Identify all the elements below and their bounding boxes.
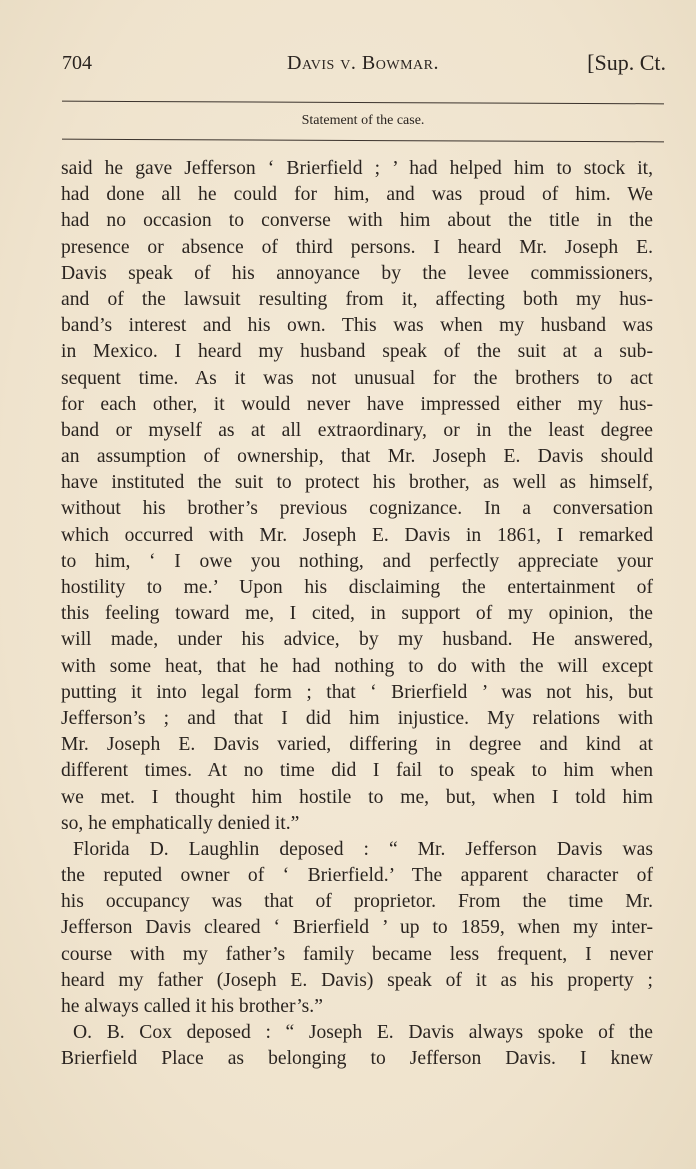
- text-line: heard my father (Joseph E. Davis) speak of it as his property ;: [61, 969, 653, 991]
- text-line: for each other, it would never have impressed either my hus-: [61, 393, 653, 415]
- text-line: course with my father’s family became less frequent, I never: [61, 943, 653, 965]
- text-line: an assumption of ownership, that Mr. Joseph E. Davis should: [61, 446, 653, 468]
- text-line: Florida D. Laughlin deposed : “ Mr. Jefferson Davis was: [73, 838, 653, 860]
- text-line: Davis speak of his annoyance by the levee commissioners,: [61, 262, 653, 284]
- text-line: we met. I thought him hostile to me, but, when I told him: [61, 786, 653, 808]
- text-line: his occupancy was that of proprietor. From the time Mr.: [61, 891, 653, 913]
- text-line: O. B. Cox deposed : “ Joseph E. Davis always spoke of the: [73, 1022, 653, 1044]
- text-line: this feeling toward me, I cited, in support of my opinion, the: [61, 603, 653, 625]
- text-line: so, he emphatically denied it.”: [61, 812, 300, 834]
- subheading-rule: [62, 139, 664, 143]
- text-line: Jefferson’s ; and that I did him injustice. My relations with: [61, 707, 653, 729]
- text-line: sequent time. As it was not unusual for the brothers to act: [61, 367, 653, 389]
- text-line: had no occasion to converse with him about the title in the: [61, 210, 653, 232]
- section-subheading: Statement of the case.: [301, 113, 425, 128]
- text-line: with some heat, that he had nothing to do with the will except: [61, 655, 653, 677]
- text-line: hostility to me.’ Upon his disclaiming the entertainment of: [61, 577, 653, 598]
- header-rule: [62, 101, 664, 105]
- text-line: he always called it his brother’s.”: [61, 996, 323, 1017]
- text-line: said he gave Jefferson ‘ Brierfield ; ’ had helped him to stock it,: [61, 158, 653, 179]
- text-line: to him, ‘ I owe you nothing, and perfectly appreciate your: [61, 550, 653, 572]
- text-line: presence or absence of third persons. I heard Mr. Joseph E.: [61, 236, 653, 258]
- text-line: will made, under his advice, by my husband. He answered,: [61, 629, 653, 651]
- text-line: Mr. Joseph E. Davis varied, differing in degree and kind at: [61, 734, 653, 756]
- text-line: Jefferson Davis cleared ‘ Brierfield ’ up to 1859, when my inter-: [61, 917, 653, 939]
- text-line: band’s interest and his own. This was when my husband was: [61, 315, 653, 337]
- court-label: [Sup. Ct.: [587, 50, 666, 75]
- text-line: Brierfield Place as belonging to Jefferson Davis. I knew: [61, 1048, 653, 1070]
- text-line: and of the lawsuit resulting from it, affecting both my hus-: [61, 288, 653, 310]
- text-line: putting it into legal form ; that ‘ Brierfield ’ was not his, but: [61, 681, 653, 703]
- page-number: 704: [62, 52, 92, 74]
- text-line: band or myself as at all extraordinary, or in the least degree: [61, 419, 653, 441]
- text-line: the reputed owner of ‘ Brierfield.’ The apparent character of: [61, 865, 653, 887]
- text-line: in Mexico. I heard my husband speak of the suit at a sub-: [61, 341, 653, 363]
- text-line: without his brother’s previous cognizance. In a conversation: [61, 498, 653, 520]
- text-line: which occurred with Mr. Joseph E. Davis in 1861, I remarked: [61, 524, 653, 546]
- text-line: different times. At no time did I fail to speak to him when: [61, 760, 653, 782]
- text-line: had done all he could for him, and was proud of him. We: [61, 184, 653, 206]
- text-line: have instituted the suit to protect his brother, as well as himself,: [61, 472, 653, 494]
- body-text: [61, 156, 653, 1073]
- running-title: Davis v. Bowmar.: [287, 52, 439, 74]
